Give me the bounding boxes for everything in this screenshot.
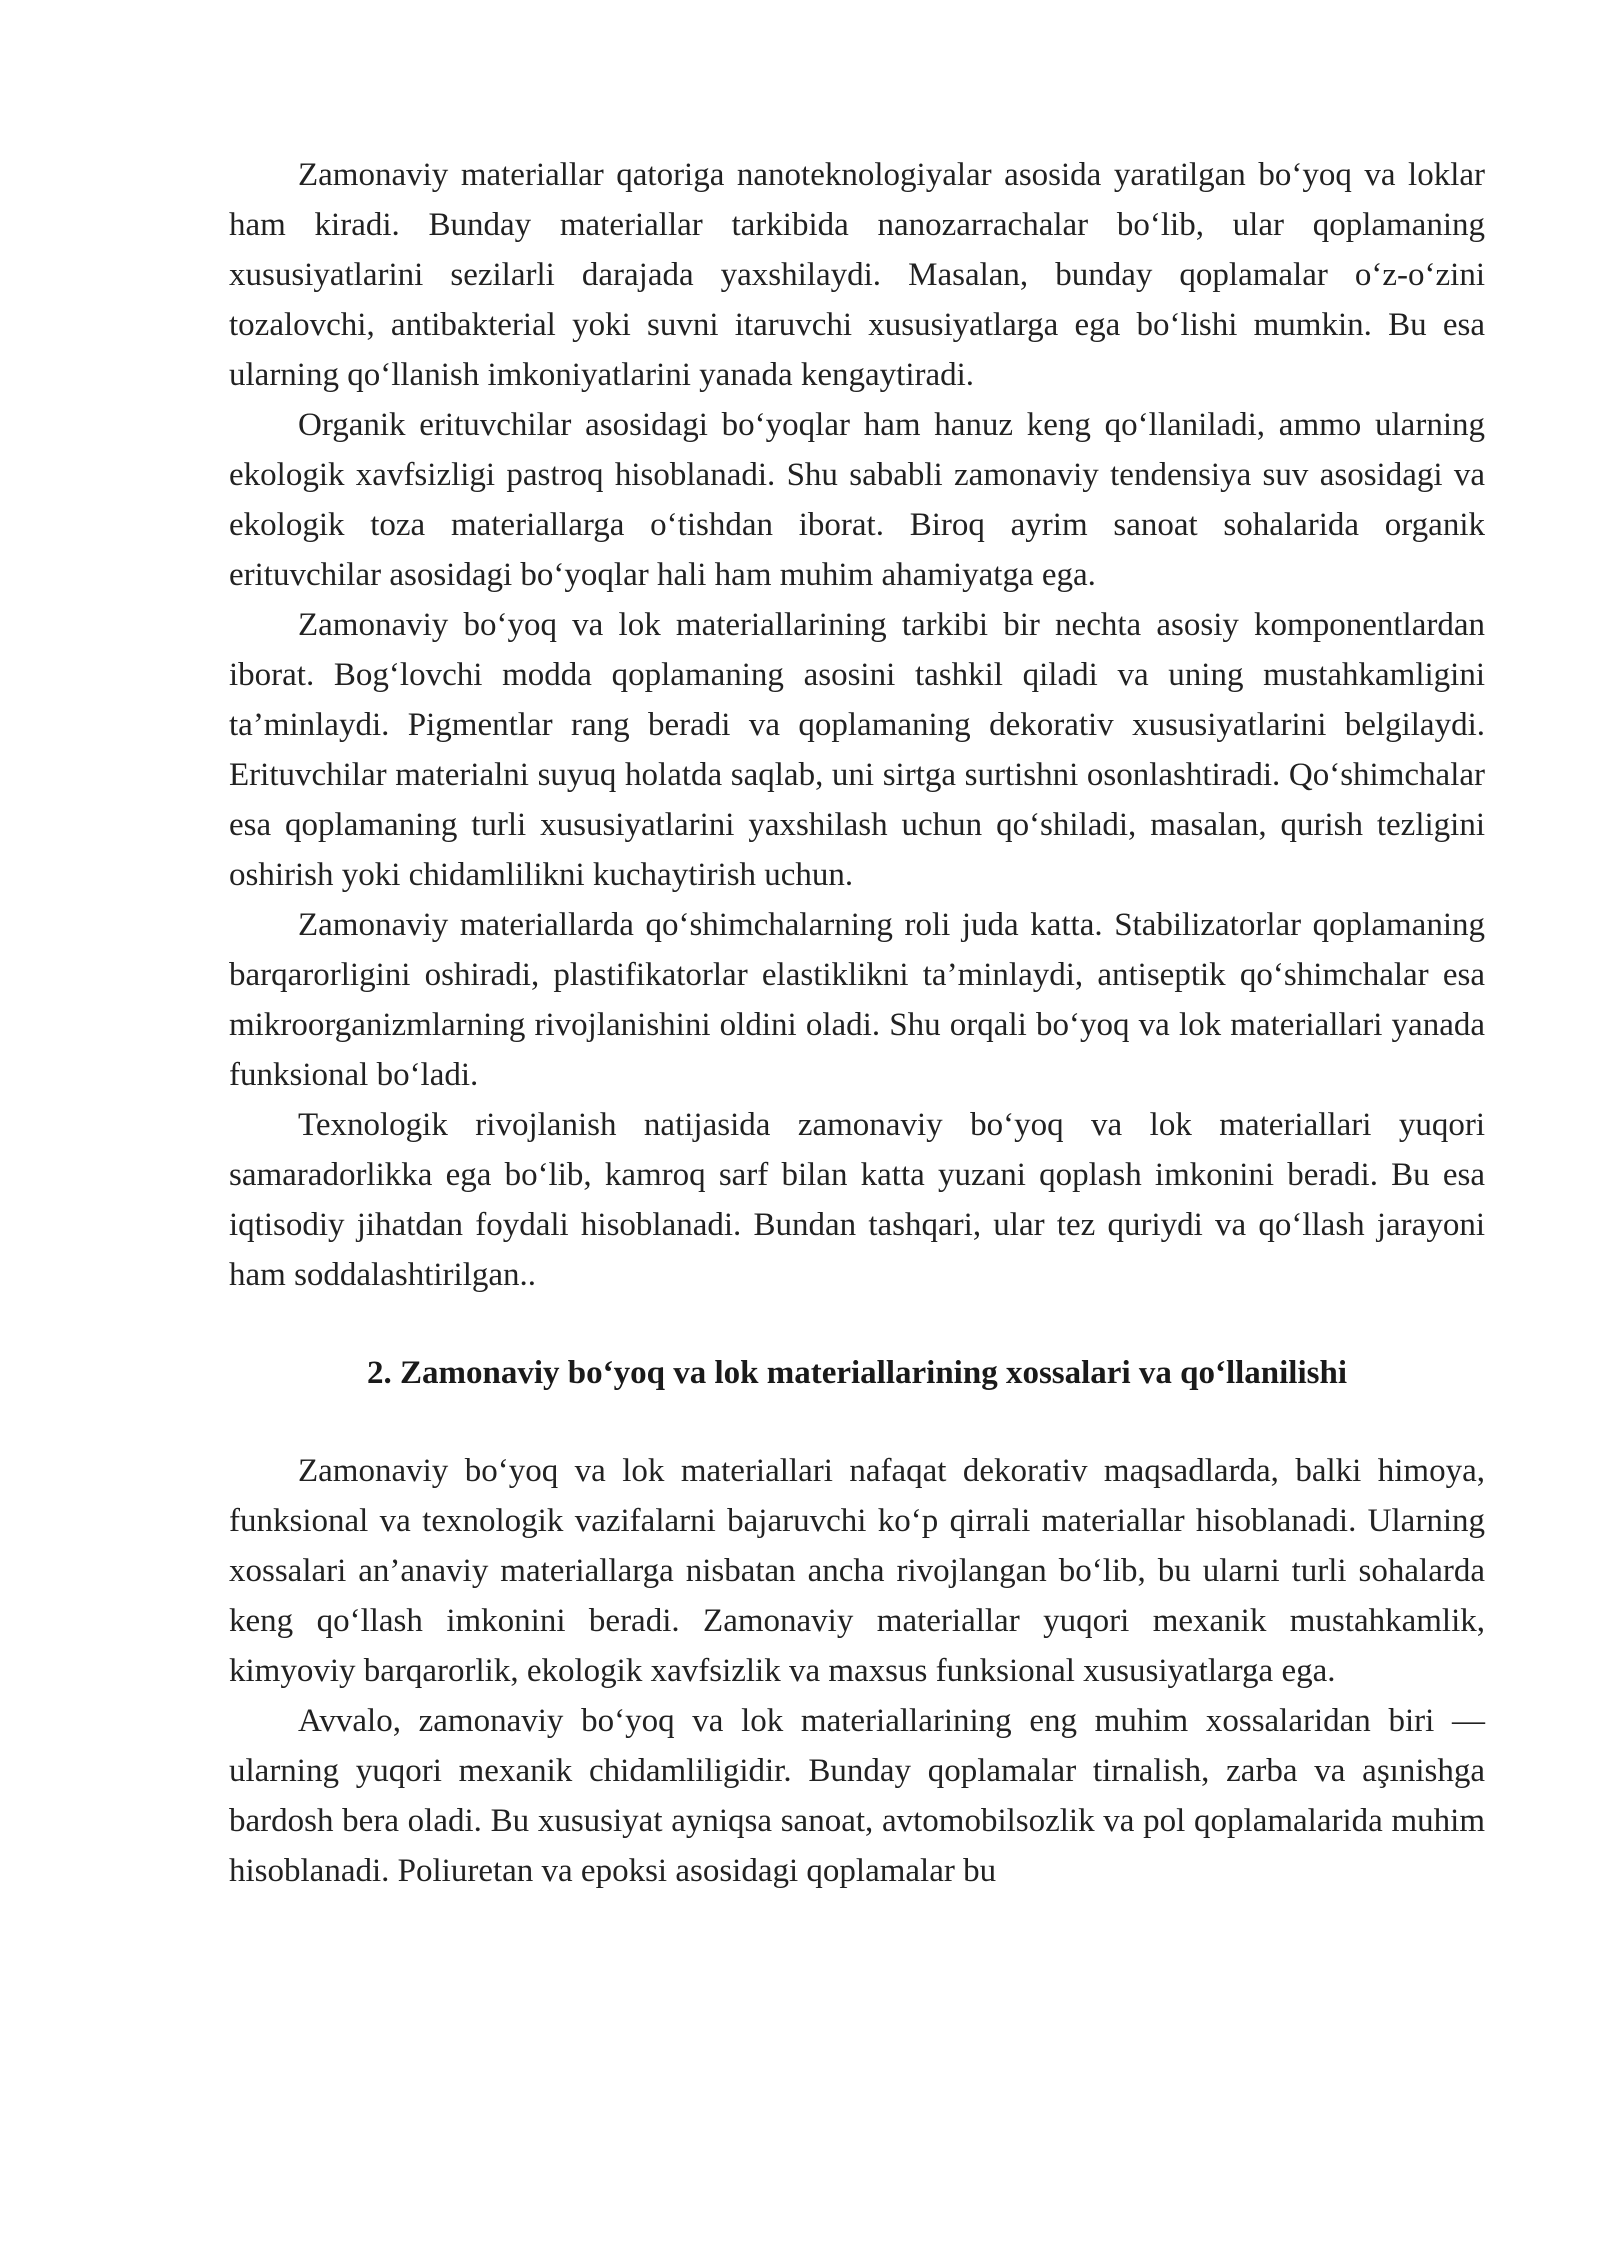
paragraph-organic-solvents: Organik erituvchilar asosidagi bo‘yoqlar ham hanuz keng qo‘llaniladi, ammo ularning ekologik xavfsizligi pastroq hisoblanadi. Shu sababli zamonaviy tendensiya suv asosidagi va ekologik toza materiallarga o‘tishdan iborat. Biroq ayrim sanoat sohalarida organik erituvchilar asosidagi bo‘yoqlar hali ham muhim ahamiyatga ega. (229, 407, 1485, 593)
paragraph-properties-intro: Zamonaviy bo‘yoq va lok materiallari nafaqat dekorativ maqsadlarda, balki himoya, funksional va texnologik vazifalarni bajaruvchi ko‘p qirrali materiallar hisoblanadi. Ularning xossalari an’anaviy materiallarga nisbatan ancha rivojlangan bo‘lib, bu ularni turli sohalarda keng qo‘llash imkonini beradi. Zamonaviy materiallar yuqori mexanik mustahkamlik, kimyoviy barqarorlik, ekologik xavfsizlik va maxsus funksional xususiyatlarga ega. (229, 1453, 1485, 1689)
paragraph-efficiency: Texnologik rivojlanish natijasida zamonaviy bo‘yoq va lok materiallari yuqori samaradorlikka ega bo‘lib, kamroq sarf bilan katta yuzani qoplash imkonini beradi. Bu esa iqtisodiy jihatdan foydali hisoblanadi. Bundan tashqari, ular tez quriydi va qo‘llash jarayoni ham soddalashtirilgan.. (229, 1107, 1485, 1293)
document-page (229, 150, 1485, 1896)
section-heading: 2. Zamonaviy bo‘yoq va lok materiallarining xossalari va qo‘llanilishi (366, 1355, 1348, 1391)
paragraph-additives: Zamonaviy materiallarda qo‘shimchalarning roli juda katta. Stabilizatorlar qoplamaning barqarorligini oshiradi, plastifikatorlar elastiklikni ta’minlaydi, antiseptik qo‘shimchalar esa mikroorganizmlarning rivojlanishini oldini oladi. Shu orqali bo‘yoq va lok materiallari yanada funksional bo‘ladi. (229, 907, 1485, 1093)
paragraph-mechanical-durability: Avvalo, zamonaviy bo‘yoq va lok materiallarining eng muhim xossalaridan biri — ularning yuqori mexanik chidamliligidir. Bunday qoplamalar tirnalish, zarba va aşınishga bardosh bera oladi. Bu xususiyat ayniqsa sanoat, avtomobilsozlik va pol qoplamalarida muhim hisoblanadi. Poliuretan va epoksi asosidagi qoplamalar bu (229, 1703, 1485, 1889)
paragraph-nanotech-coatings: Zamonaviy materiallar qatoriga nanoteknologiyalar asosida yaratilgan bo‘yoq va loklar ham kiradi. Bunday materiallar tarkibida nanozarrachalar bo‘lib, ular qoplamaning xususiyatlarini sezilarli darajada yaxshilaydi. Masalan, bunday qoplamalar o‘z-o‘zini tozalovchi, antibakterial yoki suvni itaruvchi xususiyatlarga ega bo‘lishi mumkin. Bu esa ularning qo‘llanish imkoniyatlarini yanada kengaytiradi. (229, 157, 1485, 393)
paragraph-composition: Zamonaviy bo‘yoq va lok materiallarining tarkibi bir nechta asosiy komponentlardan iborat. Bog‘lovchi modda qoplamaning asosini tashkil qiladi va uning mustahkamligini ta’minlaydi. Pigmentlar rang beradi va qoplamaning dekorativ xususiyatlarini belgilaydi. Erituvchilar materialni suyuq holatda saqlab, uni sirtga surtishni osonlashtiradi. Qo‘shimchalar esa qoplamaning turli xususiyatlarini yaxshilash uchun qo‘shiladi, masalan, qurish tezligini oshirish yoki chidamlilikni kuchaytirish uchun. (229, 607, 1485, 893)
